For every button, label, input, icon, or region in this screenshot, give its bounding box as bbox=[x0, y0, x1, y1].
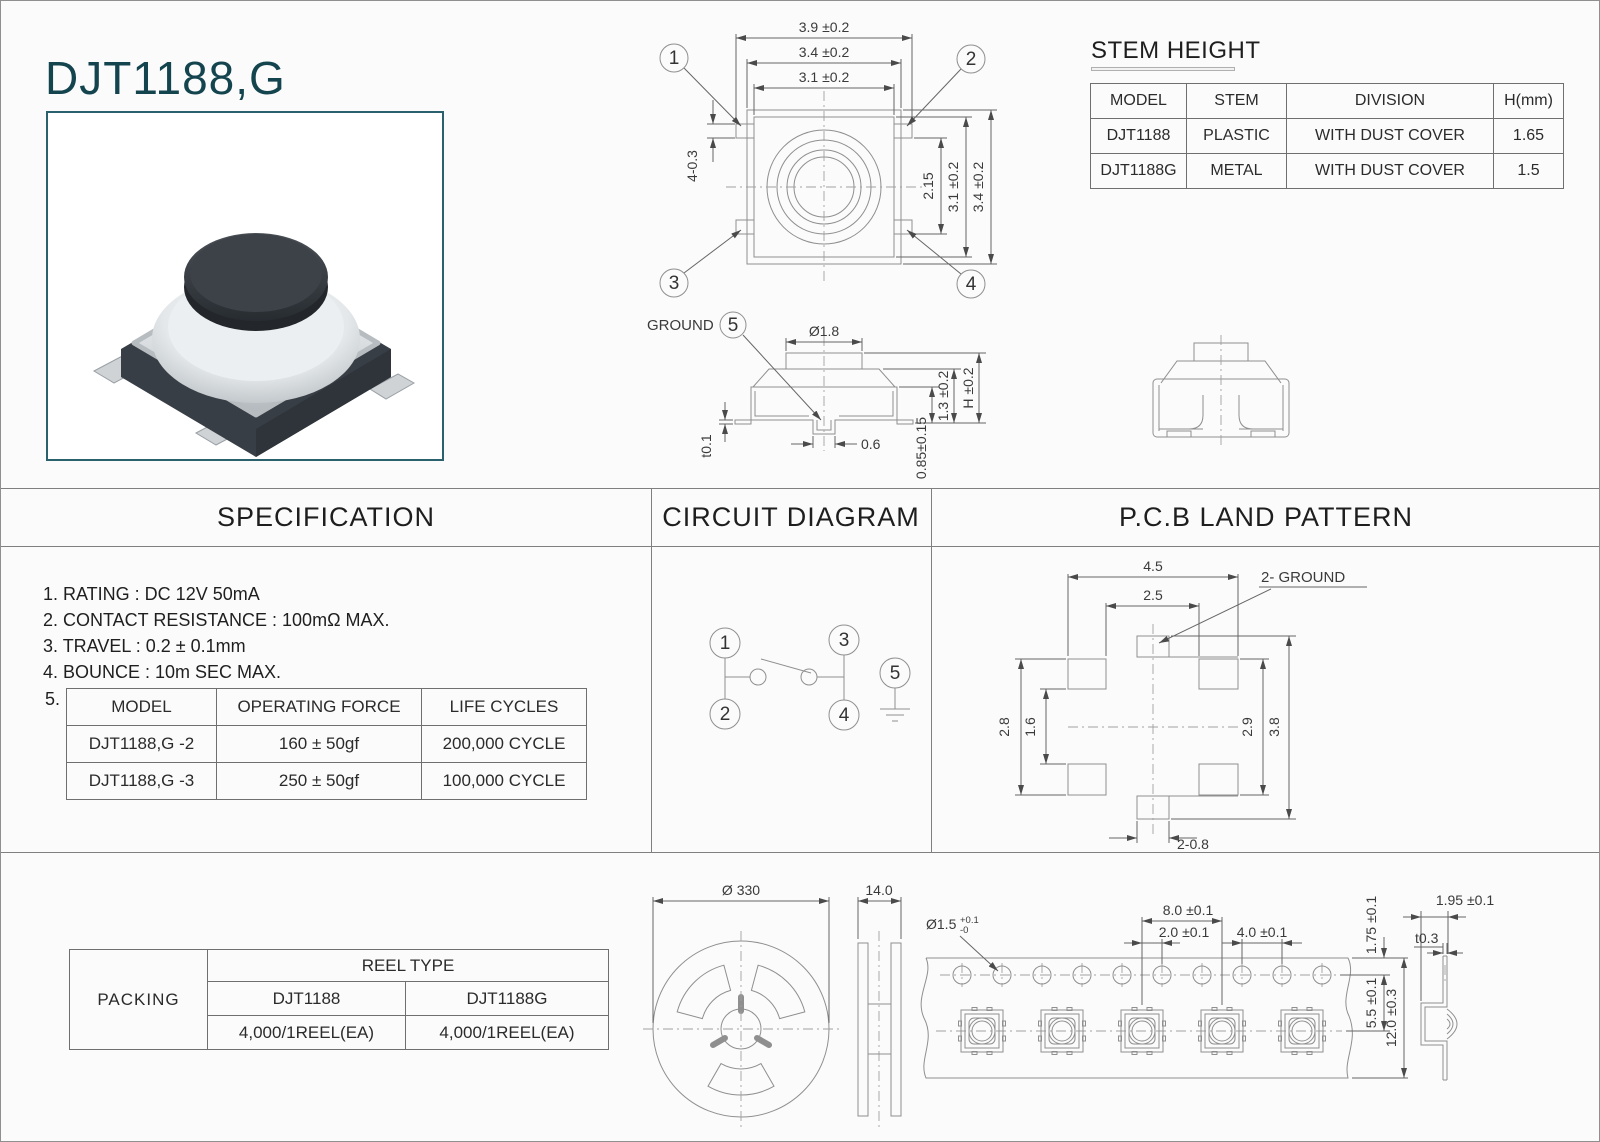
dim-label: 3.1 ±0.2 bbox=[945, 161, 961, 213]
dim-label: Ø1.8 bbox=[808, 323, 840, 339]
pin-callout-5 bbox=[720, 312, 746, 338]
table-cell: 200,000 CYCLE bbox=[422, 726, 587, 763]
spec-item: 5. bbox=[45, 689, 61, 709]
dim-label: 0.6 bbox=[861, 436, 881, 452]
dim-label: t0.3 bbox=[1415, 930, 1439, 946]
reel-dimensions bbox=[653, 897, 901, 1023]
circuit-terminal-2 bbox=[710, 699, 740, 729]
svg-text:2: 2 bbox=[965, 49, 977, 70]
pin-callout-3 bbox=[660, 269, 688, 297]
svg-text:4: 4 bbox=[965, 274, 977, 295]
ground-callout: 2- GROUND bbox=[1261, 569, 1346, 586]
table-cell: 250 ± 50gf bbox=[217, 763, 422, 800]
table-cell: WITH DUST COVER bbox=[1287, 154, 1494, 189]
table-cell: WITH DUST COVER bbox=[1287, 119, 1494, 154]
switch-body bbox=[94, 233, 414, 457]
side-view-drawing bbox=[621, 296, 1011, 481]
svg-text:3: 3 bbox=[838, 630, 850, 651]
section-title-specification: SPECIFICATION bbox=[216, 502, 436, 532]
product-3d-image bbox=[48, 113, 442, 459]
table-header: MODEL bbox=[67, 689, 217, 726]
dim-label: 1.95 ±0.1 bbox=[1435, 892, 1495, 908]
table-cell: DJT1188,G -3 bbox=[67, 763, 217, 800]
profile-view-drawing bbox=[1101, 331, 1341, 451]
circuit-terminal-3 bbox=[829, 625, 859, 655]
circuit-terminal-1 bbox=[710, 628, 740, 658]
table-cell: DJT1188G bbox=[1091, 154, 1187, 189]
dim-label: H ±0.2 bbox=[960, 367, 976, 409]
table-cell: 160 ± 50gf bbox=[217, 726, 422, 763]
reel-side bbox=[858, 943, 901, 1116]
tape-strip-drawing bbox=[896, 881, 1411, 1142]
tape-dimensions bbox=[960, 917, 1408, 1078]
svg-text:3: 3 bbox=[668, 273, 680, 294]
dim-label: 12.0 ±0.3 bbox=[1383, 988, 1399, 1048]
circuit-terminal-5 bbox=[880, 658, 910, 688]
section-title-pcb: P.C.B LAND PATTERN bbox=[1118, 502, 1414, 532]
table-cell: DJT1188,G -2 bbox=[67, 726, 217, 763]
table-cell: DJT1188 bbox=[1091, 119, 1187, 154]
table-cell: 4,000/1REEL(EA) bbox=[208, 1016, 406, 1050]
tape-cross-section bbox=[1401, 881, 1600, 1142]
spec-list bbox=[43, 581, 390, 685]
dim-label: 4-0.3 bbox=[684, 150, 700, 182]
packing-label: PACKING bbox=[70, 950, 208, 1050]
pcb-centerlines bbox=[1068, 624, 1241, 834]
svg-text:2: 2 bbox=[719, 704, 731, 725]
dim-tolerance: -0 bbox=[960, 925, 969, 936]
dim-label: 2.8 bbox=[996, 717, 1012, 737]
dim-label: t0.1 bbox=[698, 434, 714, 458]
dim-label: 1.6 bbox=[1022, 717, 1038, 737]
stem-height-underline bbox=[1091, 67, 1235, 71]
cross-section-dimensions bbox=[1403, 911, 1466, 1001]
svg-text:5: 5 bbox=[727, 315, 739, 336]
dim-label: 2.0 ±0.1 bbox=[1158, 924, 1210, 940]
section-title-circuit: CIRCUIT DIAGRAM bbox=[662, 502, 920, 532]
table-cell: DJT1188 bbox=[208, 982, 406, 1016]
table-header: OPERATING FORCE bbox=[217, 689, 422, 726]
dim-label: 3.4 ±0.2 bbox=[798, 44, 850, 60]
spec-item: 4. BOUNCE : 10m SEC MAX. bbox=[43, 662, 282, 682]
pin-callout-1 bbox=[660, 44, 688, 72]
pin-callout-2 bbox=[957, 45, 985, 73]
table-header: STEM bbox=[1187, 84, 1287, 119]
table-header: LIFE CYCLES bbox=[422, 689, 587, 726]
spec-item: 2. CONTACT RESISTANCE : 100mΩ MAX. bbox=[43, 610, 390, 630]
dim-label: 3.4 ±0.2 bbox=[970, 161, 986, 213]
ground-label: GROUND bbox=[647, 317, 714, 334]
dim-label: Ø1.5 bbox=[926, 916, 957, 932]
packing-table bbox=[69, 949, 609, 1050]
svg-text:5: 5 bbox=[889, 663, 901, 684]
reel-drawing bbox=[631, 871, 921, 1141]
table-header: MODEL bbox=[1091, 84, 1187, 119]
dim-label: 2.5 bbox=[1143, 587, 1163, 603]
dim-label: Ø 330 bbox=[721, 882, 761, 898]
dim-label: 3.8 bbox=[1266, 717, 1282, 737]
dim-tolerance: +0.1 bbox=[960, 915, 979, 926]
spec-item: 3. TRAVEL : 0.2 ± 0.1mm bbox=[43, 636, 246, 656]
table-cell: METAL bbox=[1187, 154, 1287, 189]
table-cell: PLASTIC bbox=[1187, 119, 1287, 154]
table-header: H(mm) bbox=[1494, 84, 1564, 119]
product-image-frame bbox=[46, 111, 444, 461]
dim-label: 2-0.8 bbox=[1177, 836, 1209, 852]
spec-table bbox=[66, 688, 587, 800]
dim-label: 3.9 ±0.2 bbox=[798, 19, 850, 35]
dim-label: 1.3 ±0.2 bbox=[935, 370, 951, 422]
stem-height-heading: STEM HEIGHT bbox=[1091, 37, 1261, 64]
table-cell: DJT1188G bbox=[406, 982, 609, 1016]
stem-height-table bbox=[1090, 83, 1564, 189]
reel-front bbox=[653, 941, 829, 1117]
cross-section-profile bbox=[1421, 956, 1457, 1080]
pcb-dimensions bbox=[1015, 574, 1367, 843]
circuit-diagram bbox=[651, 546, 931, 853]
dim-label: 4.5 bbox=[1143, 558, 1163, 574]
dim-label: 0.85±0.15 bbox=[913, 416, 929, 480]
table-cell: 1.5 bbox=[1494, 154, 1564, 189]
svg-text:1: 1 bbox=[719, 633, 731, 654]
table-cell: 4,000/1REEL(EA) bbox=[406, 1016, 609, 1050]
dim-label: 2.9 bbox=[1239, 717, 1255, 737]
circuit-terminal-4 bbox=[829, 700, 859, 730]
dim-label: 8.0 ±0.1 bbox=[1162, 902, 1214, 918]
dim-label: 3.1 ±0.2 bbox=[798, 69, 850, 85]
page-title: DJT1188,G bbox=[45, 52, 286, 104]
dim-label: 2.15 bbox=[920, 172, 936, 200]
table-cell: 1.65 bbox=[1494, 119, 1564, 154]
table-cell: 100,000 CYCLE bbox=[422, 763, 587, 800]
spec-item: 1. RATING : DC 12V 50mA bbox=[43, 584, 260, 604]
dim-label: 1.75 ±0.1 bbox=[1363, 895, 1379, 955]
pin-callout-4 bbox=[957, 270, 985, 298]
table-header: DIVISION bbox=[1287, 84, 1494, 119]
dim-label: 5.5 ±0.1 bbox=[1363, 977, 1379, 1029]
pcb-land-pattern bbox=[931, 546, 1600, 853]
top-view-drawing bbox=[631, 16, 1051, 301]
svg-text:4: 4 bbox=[838, 705, 850, 726]
svg-text:1: 1 bbox=[668, 48, 680, 69]
dim-label: 14.0 bbox=[865, 882, 893, 898]
table-header: REEL TYPE bbox=[208, 950, 609, 982]
dim-label: 4.0 ±0.1 bbox=[1236, 924, 1288, 940]
